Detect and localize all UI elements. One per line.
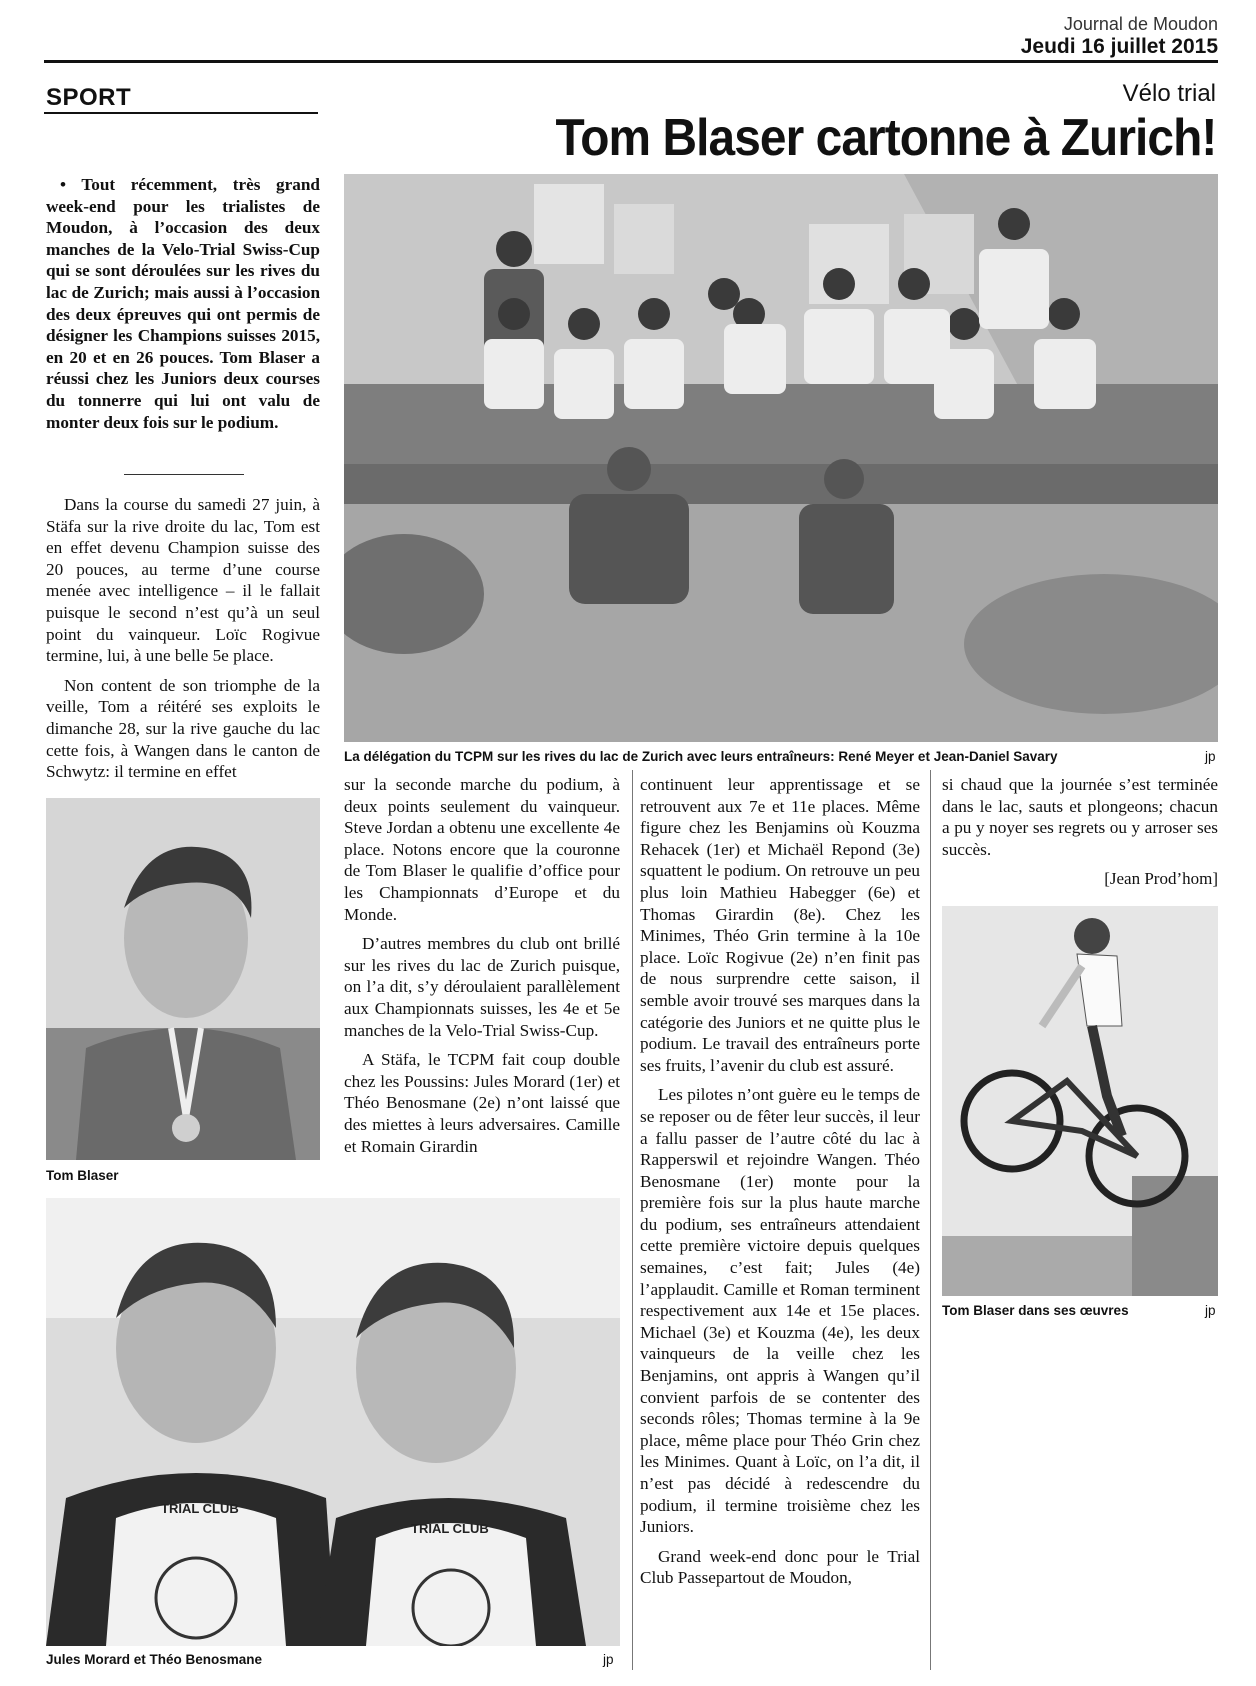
column-3 — [640, 774, 920, 1597]
kids-photo-image — [46, 1198, 620, 1646]
portrait-photo — [46, 798, 320, 1160]
signature: [Jean Prod’hom] — [1104, 869, 1218, 889]
group-photo-credit: jp — [1205, 749, 1216, 764]
portrait-caption: Tom Blaser — [46, 1168, 119, 1183]
masthead — [1021, 14, 1218, 59]
col3-paragraph-2: Les pilotes n’ont guère eu le temps de se reposer ou de fêter leur succès, il leur a fallu passer de l’autre côté du lac à Rapperswil et rejoindre Wangen. Théo Benosmane (1er) monte pour la première fois sur la plus haute marche du podium, ses entraîneurs attendaient cette première victoire depuis quelques semaines, c’est fait; Jules (4e) l’applaudit. Camille et Roman terminent respectivement aux 14e et 15e places. Michael (3e) et Kouzma (4e), les deux vainqueurs de la veille chez les Benjamins, ont appris à Wangen qu’il convient parfois de se contenter des seconds rôles; Thomas termine à la 9e place, même place pour Théo Grin chez les Minimes. Quant à Loïc, on l’a dit, il n’est pas décidé à redescendre du podium, il termine troisième chez les Juniors. — [640, 1085, 920, 1537]
column-divider-2 — [930, 770, 931, 1670]
kids-caption: Jules Morard et Théo Benosmane — [46, 1652, 263, 1667]
rider-photo-image — [942, 906, 1218, 1296]
rider-caption: Tom Blaser dans ses œuvres — [942, 1303, 1129, 1318]
column-divider — [632, 770, 633, 1670]
col1-paragraph-2: Non content de son triomphe de la veille, Tom a réitéré ses exploits le dimanche 28, sur la rive gauche du lac cette fois, à Wangen dans le canton de Schwytz: il termine en effet — [46, 675, 320, 782]
headline: Tom Blaser cartonne à Zurich! — [555, 109, 1216, 167]
header-rule — [44, 60, 1218, 63]
col2-paragraph-3: A Stäfa, le TCPM fait coup double chez les Poussins: Jules Morard (1er) et Théo Benosmane (2e) n’ont laissé que des miettes à leurs adversaires. Camille et Romain Girardin — [344, 1050, 620, 1156]
jersey-text-2: TRIAL CLUB — [411, 1521, 489, 1536]
col3-paragraph-1: continuent leur apprentissage et se retrouvent aux 7e et 11e places. Même figure chez les Benjamins où Kouzma Rehacek (1er) et Michaël Repond (3e) squattent le podium. On retrouve un peu plus loin Mathieu Habegger (6e) et Thomas Girardin (8e). Chez les Minimes, Théo Grin termine à la 10e place. Loïc Rogivue (2e) n’en finit pas de nous surprendre cette saison, il semble avoir trouvé ses marques dans la catégorie des Juniors et ne quitte plus le podium. Le travail des entraîneurs porte ses fruits, l’avenir du club est assuré. — [640, 775, 920, 1075]
column-2 — [344, 774, 620, 1165]
group-photo — [344, 174, 1218, 742]
issue-date: Jeudi 16 juillet 2015 — [1020, 35, 1218, 58]
column-4 — [942, 774, 1218, 898]
section-label: SPORT — [46, 84, 132, 111]
rider-credit: jp — [1205, 1303, 1216, 1318]
col4-paragraph-1: si chaud que la journée s’est terminée dans le lac, sauts et plongeons; chacun a pu y noyer ses regrets ou y arroser ses succès. — [942, 775, 1218, 859]
col2-paragraph-2: D’autres membres du club ont brillé sur les rives du lac de Zurich puisque, on l’a dit, s’y déroulaient parallèlement aux Championnats suisses, les 4e et 5e manches de la Velo-Trial Swiss-Cup. — [344, 934, 620, 1040]
group-photo-caption: La délégation du TCPM sur les rives du lac de Zurich avec leurs entraîneurs: René Meyer et Jean-Daniel Savary — [344, 749, 1058, 764]
lead-paragraph — [46, 174, 320, 441]
col3-paragraph-3: Grand week-end donc pour le Trial Club Passepartout de Moudon, — [640, 1546, 920, 1588]
lead-separator — [124, 474, 244, 475]
newspaper-name: Journal de Moudon — [1063, 14, 1218, 34]
lead-text: • Tout récemment, très grand week-end pour les trialistes de Moudon, à l’occasion des deux manches de la Velo-Trial Swiss-Cup qui se sont déroulées sur les rives du lac de Zurich; mais aussi à l’occasion des deux épreuves qui ont permis de désigner les Champions suisses 2015, en 20 et en 26 pouces. Tom Blaser a réussi chez les Juniors deux courses du tonnerre qui lui ont valu de monter deux fois sur le podium. — [46, 175, 320, 432]
col1-paragraph-1: Dans la course du samedi 27 juin, à Stäfa sur la rive droite du lac, Tom est en effet devenu Champion suisse des 20 pouces, au terme d’une course menée avec intelligence – il le fallait puisque le second n’est qu’à un seul point du vainqueur. Loïc Rogivue termine, lui, à une belle 5e place. — [46, 495, 320, 666]
kids-photo — [46, 1198, 620, 1646]
group-photo-image — [344, 174, 1218, 742]
col2-paragraph-1: sur la seconde marche du podium, à deux points seulement du vainqueur. Steve Jordan a obtenu une excellente 4e place. Notons encore que la couronne de Tom Blaser le qualifie d’office pour les Championnats d’Europe et du Monde. — [344, 775, 620, 924]
column-1 — [46, 494, 320, 791]
portrait-photo-image — [46, 798, 320, 1160]
rider-photo — [942, 906, 1218, 1296]
jersey-text-1: TRIAL CLUB — [161, 1501, 239, 1516]
section-rule — [44, 112, 318, 114]
kids-credit: jp — [603, 1652, 614, 1667]
kicker: Vélo trial — [1122, 80, 1216, 107]
